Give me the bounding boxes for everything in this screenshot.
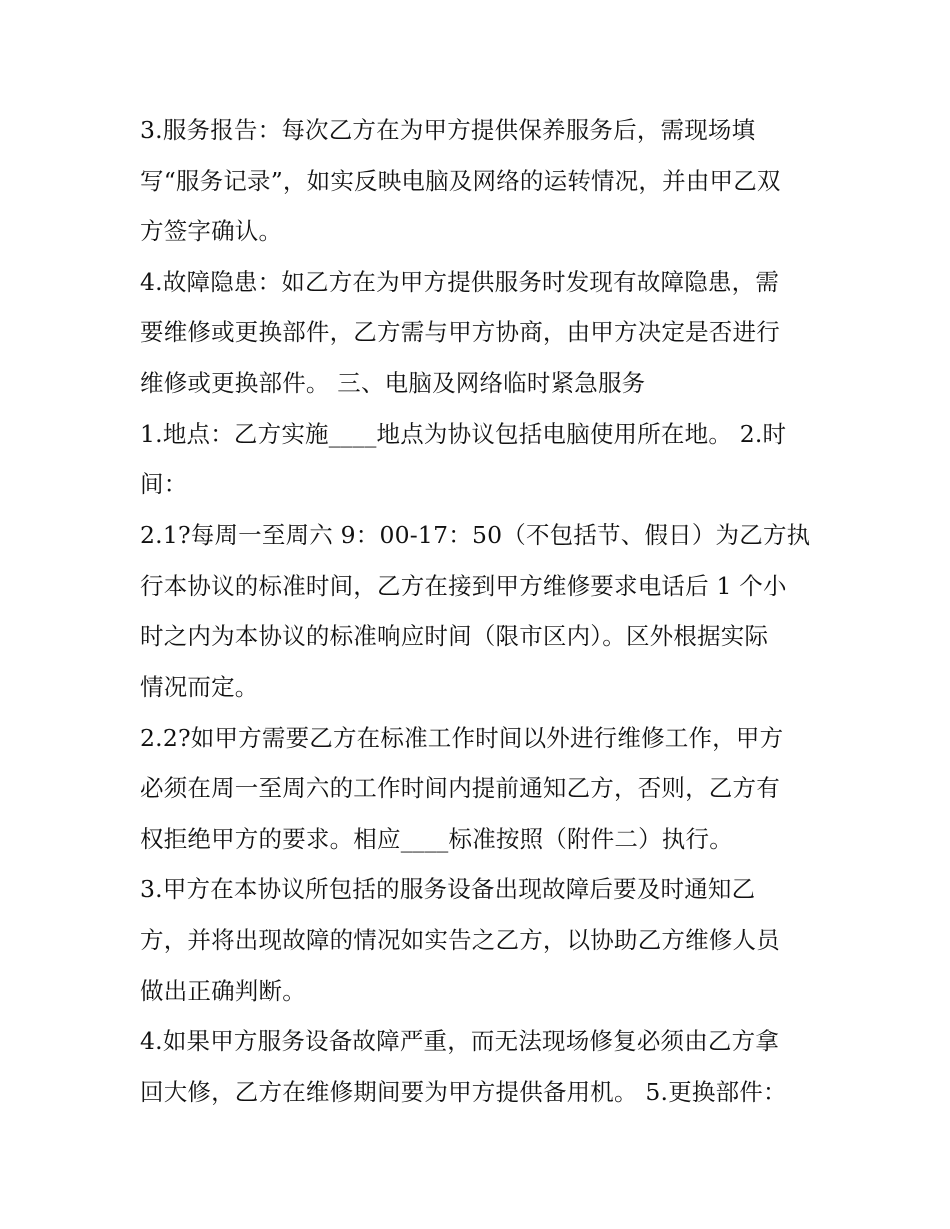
text-line: 行本协议的标准时间，乙方在接到甲方维修要求电话后 1 个小	[140, 572, 787, 600]
text-line: 维修或更换部件。 三、电脑及网络临时紧急服务	[140, 369, 646, 397]
text-line: 4.如果甲方服务设备故障严重，而无法现场修复必须由乙方拿	[140, 1027, 780, 1055]
text-line: 方，并将出现故障的情况如实告之乙方，以协助乙方维修人员	[140, 926, 780, 954]
text-line: 4.故障隐患：如乙方在为甲方提供服务时发现有故障隐患，需	[140, 268, 780, 296]
text-line: 做出正确判断。	[140, 977, 306, 1005]
text-line: 3.服务报告：每次乙方在为甲方提供保养服务后，需现场填	[140, 116, 756, 144]
text-line: 间：	[140, 470, 188, 498]
text-line: 2.2?如甲方需要乙方在标准工作时间以外进行维修工作，甲方	[140, 724, 784, 752]
text-line: 权拒绝甲方的要求。相应____标准按照（附件二）执行。	[140, 825, 733, 853]
text-line: 方签字确认。	[140, 217, 283, 245]
text-line: 回大修，乙方在维修期间要为甲方提供备用机。 5.更换部件：	[140, 1078, 787, 1106]
text-line: 必须在周一至周六的工作时间内提前通知乙方，否则，乙方有	[140, 774, 780, 802]
text-line: 1.地点：乙方实施____地点为协议包括电脑使用所在地。 2.时	[140, 420, 787, 448]
text-line: 要维修或更换部件，乙方需与甲方协商，由甲方决定是否进行	[140, 318, 780, 346]
text-line: 3.甲方在本协议所包括的服务设备出现故障后要及时通知乙	[140, 875, 756, 903]
text-line: 写“服务记录”，如实反映电脑及网络的运转情况，并由甲乙双	[140, 167, 781, 195]
text-line: 时之内为本协议的标准响应时间（限市区内）。区外根据实际	[140, 622, 769, 650]
text-line: 2.1?每周一至周六 9：00-17：50（不包括节、假日）为乙方执	[140, 521, 811, 549]
text-line: 情况而定。	[140, 673, 259, 701]
